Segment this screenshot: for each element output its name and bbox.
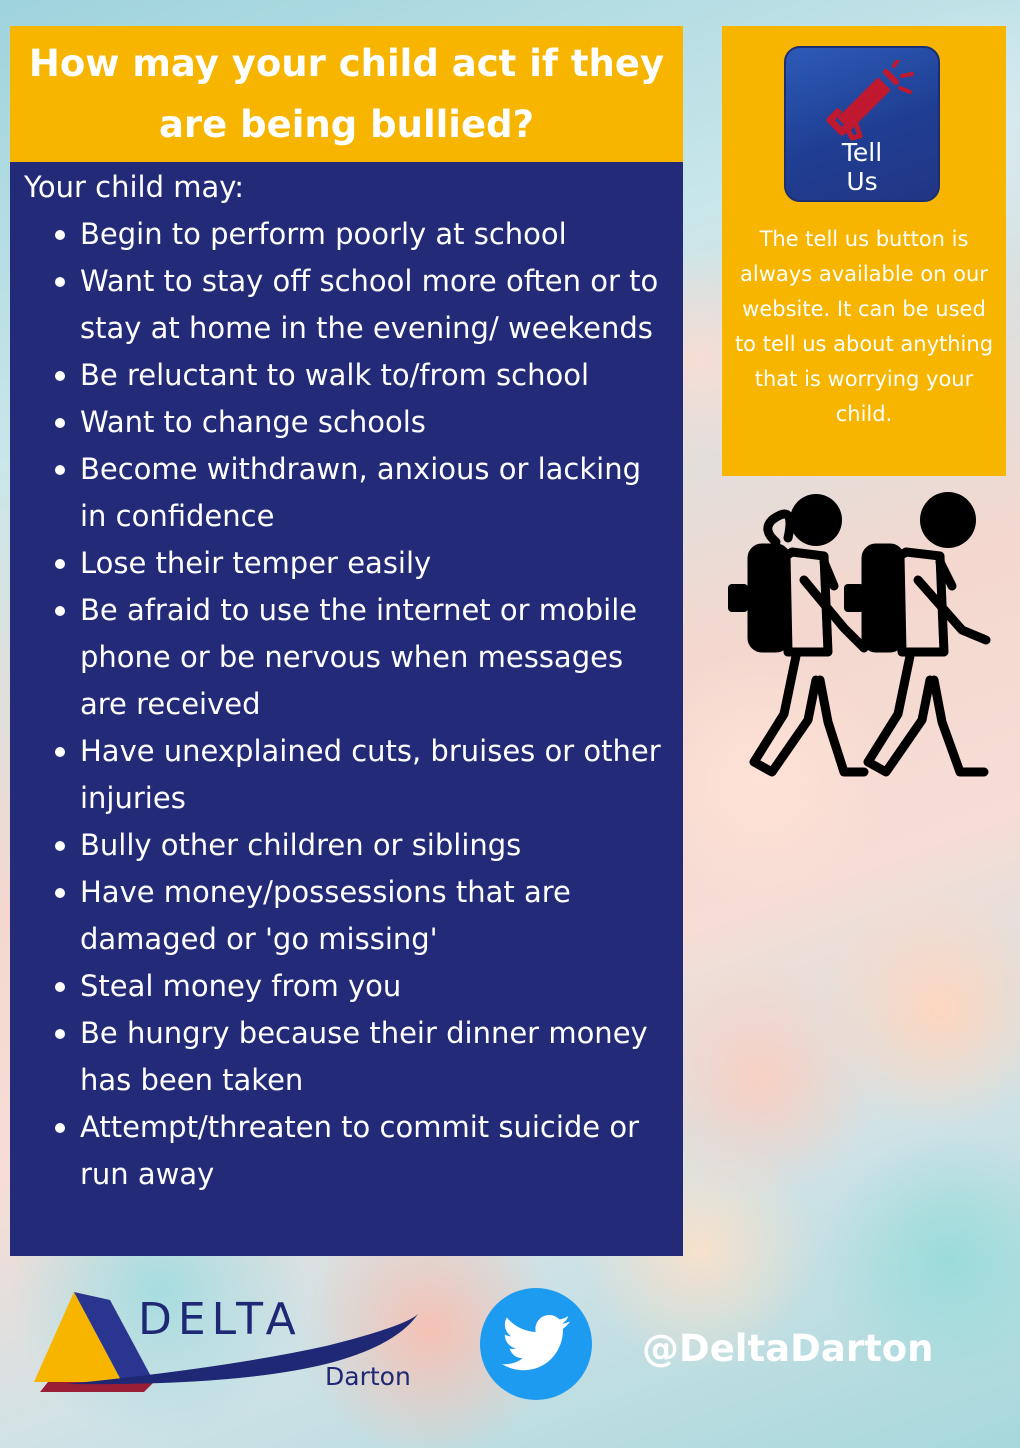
logo-wordmark: DELTA (138, 1294, 302, 1345)
megaphone-icon (816, 60, 916, 144)
list-item: Steal money from you (24, 963, 663, 1010)
list-item: Have unexplained cuts, bruises or other injuries (24, 728, 663, 822)
list-item: Want to change schools (24, 399, 663, 446)
tell-us-label (786, 138, 938, 196)
twitter-bird-icon (502, 1312, 570, 1374)
walking-children-icon (716, 490, 1016, 790)
twitter-handle[interactable]: @DeltaDarton (642, 1327, 934, 1370)
list-item: Lose their temper easily (24, 540, 663, 587)
tell-us-panel (722, 26, 1006, 476)
logo-subtitle: Darton (325, 1362, 411, 1391)
intro-text: Your child may: (24, 170, 245, 204)
list-item: Be reluctant to walk to/from school (24, 352, 663, 399)
signs-list (24, 211, 663, 1198)
tell-us-button[interactable] (784, 46, 940, 202)
list-item: Attempt/threaten to commit suicide or run away (24, 1104, 663, 1198)
list-item: Become withdrawn, anxious or lacking in confidence (24, 446, 663, 540)
list-item: Begin to perform poorly at school (24, 211, 663, 258)
panel-title: How may your child act if they are being bullied? (10, 26, 683, 162)
list-item: Be afraid to use the internet or mobile phone or be nervous when messages are received (24, 587, 663, 728)
list-item: Be hungry because their dinner money has been taken (24, 1010, 663, 1104)
tell-us-label-line1: Tell (841, 138, 883, 167)
bullying-signs-panel (10, 26, 683, 1256)
tell-us-description: The tell us button is always available on our website. It can be used to tell us about anything that is worrying your child. (734, 227, 994, 426)
list-item: Have money/possessions that are damaged or 'go missing' (24, 869, 663, 963)
twitter-icon[interactable] (480, 1288, 592, 1400)
list-item: Want to stay off school more often or to stay at home in the evening/ weekends (24, 258, 663, 352)
list-item: Bully other children or siblings (24, 822, 663, 869)
signs-content (10, 162, 683, 1256)
tell-us-label-line2: Us (846, 167, 878, 196)
